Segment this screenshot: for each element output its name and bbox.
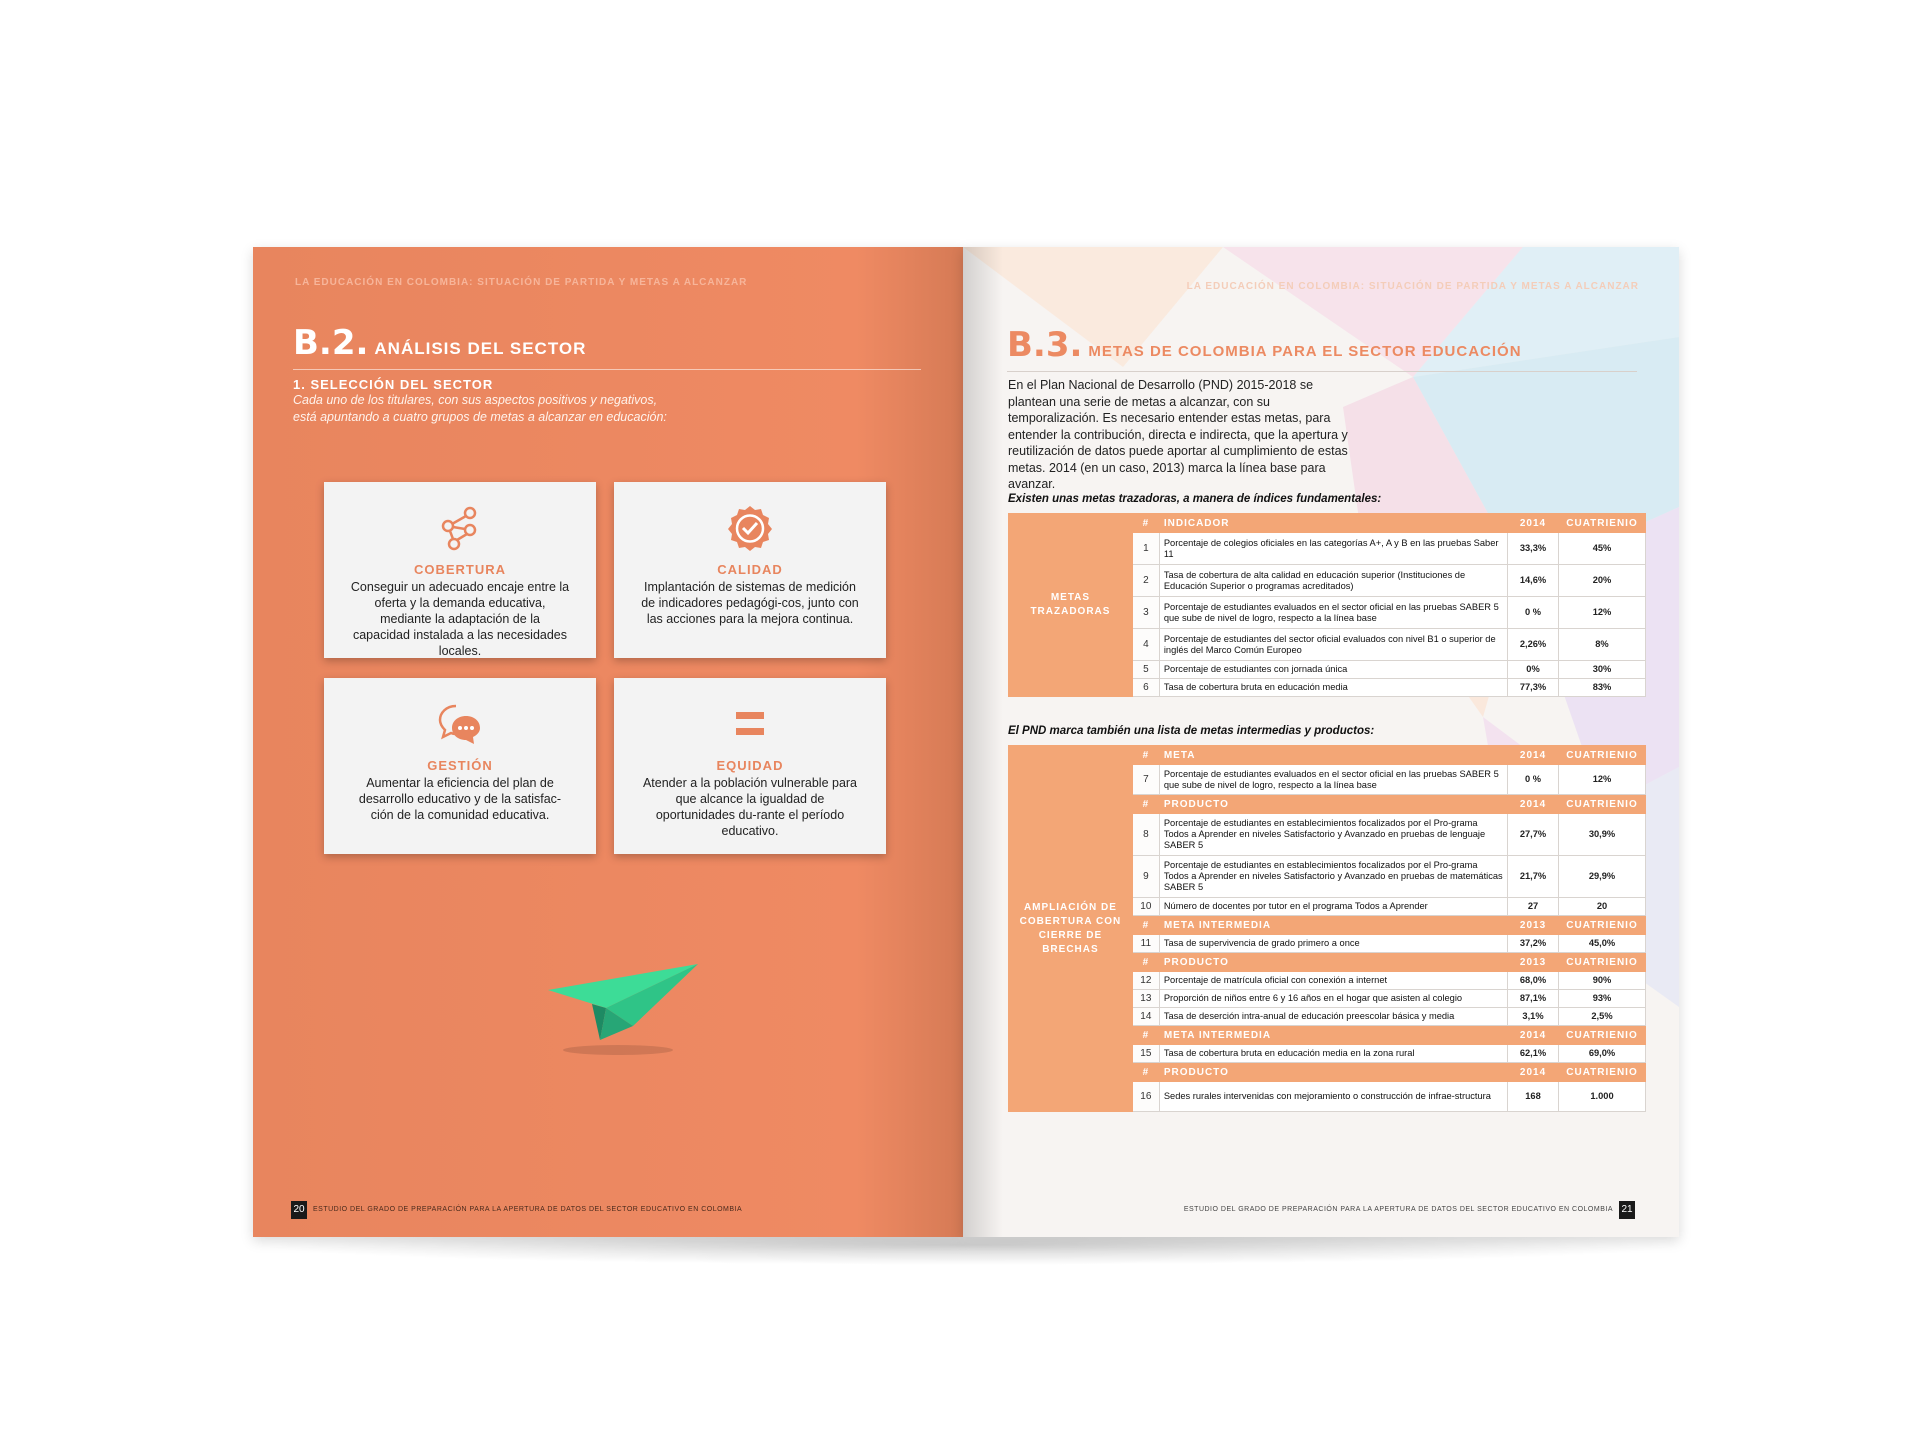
section-number: B.3.: [1007, 325, 1083, 365]
table-header-row: AMPLIACIÓN DE COBERTURA CON CIERRE DE BRECHAS # META 2014 CUATRIENIO: [1009, 746, 1646, 765]
card-title: COBERTURA: [413, 562, 507, 577]
card-body: Conseguir un adecuado encaje entre la oferta y la demanda educativa, mediante la adaptación de la capacidad instalada a las necesidades locales.: [350, 580, 570, 658]
intro-line-1: Cada uno de los titulares, con sus aspectos positivos y negativos,: [293, 393, 658, 407]
table-header-row: # PRODUCTO 2013 CUATRIENIO: [1009, 953, 1646, 972]
lead-text-2: El PND marca también una lista de metas intermedias y productos:: [1008, 725, 1375, 737]
intro-paragraph: En el Plan Nacional de Desarrollo (PND) 2015-2018 se plantean una serie de metas a alcanzar, con su temporalización. Es necesario entender estas metas, para entender la contribución, directa e indirecta, que la apertura y reutilización de datos puede aportar al cumplimiento de estas metas. 2014 (en un caso, 2013) marca la línea base para avanzar.: [1008, 378, 1348, 491]
card-title: EQUIDAD: [716, 758, 784, 773]
table-row: 7 Porcentaje de estudiantes evaluados en el sector oficial en las pruebas SABER 5 que sube de nivel de logro, respecto a la línea base 0 % 12%: [1009, 765, 1646, 795]
group-label: METAS TRAZADORAS: [1009, 514, 1133, 697]
table-row: 11 Tasa de supervivencia de grado primero a once 37,2% 45,0%: [1009, 935, 1646, 953]
badge-check-icon: [726, 504, 774, 552]
table-row: 14 Tasa de deserción intra-anual de educación preescolar básica y media 3,1% 2,5%: [1009, 1008, 1646, 1026]
paper-plane-illustration: [548, 962, 698, 1062]
table-header-row: # META INTERMEDIA 2014 CUATRIENIO: [1009, 1026, 1646, 1045]
table-row: 3 Porcentaje de estudiantes evaluados en el sector oficial en las pruebas SABER 5 que sube de nivel de logro, respecto a la línea base 0 % 12%: [1009, 597, 1646, 629]
card-title: CALIDAD: [717, 562, 783, 577]
metas-intermedias-table: [1008, 745, 1646, 1112]
section-number: B.2.: [293, 323, 369, 363]
header-num: #: [1132, 514, 1159, 533]
table-row: 2 Tasa de cobertura de alta calidad en educación superior (Instituciones de Educación Superior o programas acreditados) 14,6% 20%: [1009, 565, 1646, 597]
subsection-label: 1. SELECCIÓN DEL SECTOR: [293, 377, 494, 392]
table-row: 1 Porcentaje de colegios oficiales en las categorías A+, A y B en las pruebas Saber 11 33,3% 45%: [1009, 533, 1646, 565]
footer-right: ESTUDIO DEL GRADO DE PREPARACIÓN PARA LA APERTURA DE DATOS DEL SECTOR EDUCATIVO EN COLOMBIA: [1183, 1206, 1613, 1213]
intro-line-2: está apuntando a cuatro grupos de metas a alcanzar en educación:: [293, 410, 667, 424]
group-label: AMPLIACIÓN DE COBERTURA CON CIERRE DE BRECHAS: [1009, 746, 1133, 1112]
table-header-row: [1009, 514, 1646, 533]
table-header-row: # PRODUCTO 2014 CUATRIENIO: [1009, 795, 1646, 814]
table-row: 9 Porcentaje de estudiantes en establecimientos focalizados por el Pro-grama Todos a Aprender en niveles Satisfactorio y Avanzado en pruebas de matemáticas SABER 5 21,7% 29,9%: [1009, 856, 1646, 898]
table-row: 16 Sedes rurales intervenidas con mejoramiento o construcción de infrae-structura 168 1.000: [1009, 1082, 1646, 1112]
metas-trazadoras-table: [1008, 513, 1646, 697]
table-row: 4 Porcentaje de estudiantes del sector oficial evaluados con nivel B1 o superior de inglés del Marco Común Europeo 2,26% 8%: [1009, 629, 1646, 661]
table-row: 12 Porcentaje de matrícula oficial con conexión a internet 68,0% 90%: [1009, 972, 1646, 990]
subsection: [293, 377, 693, 426]
goal-cards: [324, 482, 890, 862]
lead-text-1: Existen unas metas trazadoras, a manera de índices fundamentales:: [1008, 493, 1382, 505]
card-body: Aumentar la eficiencia del plan de desarrollo educativo y de la satisfac-ción de la comunidad educativa.: [358, 776, 562, 822]
table-row: 8 Porcentaje de estudiantes en establecimientos focalizados por el Pro-grama Todos a Aprender en niveles Satisfactorio y Avanzado en pruebas de lenguaje SABER 5 27,7% 30,9%: [1009, 814, 1646, 856]
section-heading-b2: [293, 323, 921, 370]
card-body: Implantación de sistemas de medición de indicadores pedagógi-cos, junto con las acciones para la mejora continua.: [641, 580, 859, 626]
section-title: METAS DE COLOMBIA PARA EL SECTOR EDUCACIÓN: [1088, 343, 1522, 360]
card-equidad: [614, 678, 886, 854]
card-calidad: [614, 482, 886, 658]
network-icon: [436, 504, 484, 552]
page-number-right: 21: [1619, 1201, 1635, 1219]
card-cobertura: [324, 482, 596, 658]
header-label: INDICADOR: [1159, 514, 1507, 533]
running-head-left: LA EDUCACIÓN EN COLOMBIA: SITUACIÓN DE PARTIDA Y METAS A ALCANZAR: [295, 277, 748, 288]
table-row: 6 Tasa de cobertura bruta en educación media 77,3% 83%: [1009, 679, 1646, 697]
header-year: 2014: [1508, 514, 1559, 533]
left-page: [253, 247, 963, 1237]
chat-bubbles-icon: [436, 700, 484, 748]
section-title: ANÁLISIS DEL SECTOR: [374, 339, 587, 358]
table-header-row: # META INTERMEDIA 2013 CUATRIENIO: [1009, 916, 1646, 935]
page-fold-shadow: [963, 247, 1003, 1237]
table-header-row: # PRODUCTO 2014 CUATRIENIO: [1009, 1063, 1646, 1082]
running-head-right: LA EDUCACIÓN EN COLOMBIA: SITUACIÓN DE PARTIDA Y METAS A ALCANZAR: [1186, 281, 1639, 292]
table-row: 5 Porcentaje de estudiantes con jornada única 0% 30%: [1009, 661, 1646, 679]
table-row: 15 Tasa de cobertura bruta en educación media en la zona rural 62,1% 69,0%: [1009, 1045, 1646, 1063]
table-row: 13 Proporción de niños entre 6 y 16 años en el hogar que asisten al colegio 87,1% 93%: [1009, 990, 1646, 1008]
card-body: Atender a la población vulnerable para que alcance la igualdad de oportunidades du-rante el período educativo.: [642, 776, 858, 838]
footer-left: ESTUDIO DEL GRADO DE PREPARACIÓN PARA LA APERTURA DE DATOS DEL SECTOR EDUCATIVO EN COLOMBIA: [313, 1206, 743, 1213]
card-title: GESTIÓN: [427, 758, 493, 773]
section-heading-b3: [1007, 325, 1637, 372]
equals-icon: [726, 700, 774, 748]
page-number-left: 20: [291, 1201, 307, 1219]
card-gestion: [324, 678, 596, 854]
table-row: 10 Número de docentes por tutor en el programa Todos a Aprender 27 20: [1009, 898, 1646, 916]
header-target: CUATRIENIO: [1558, 514, 1645, 533]
right-page: [963, 247, 1679, 1237]
